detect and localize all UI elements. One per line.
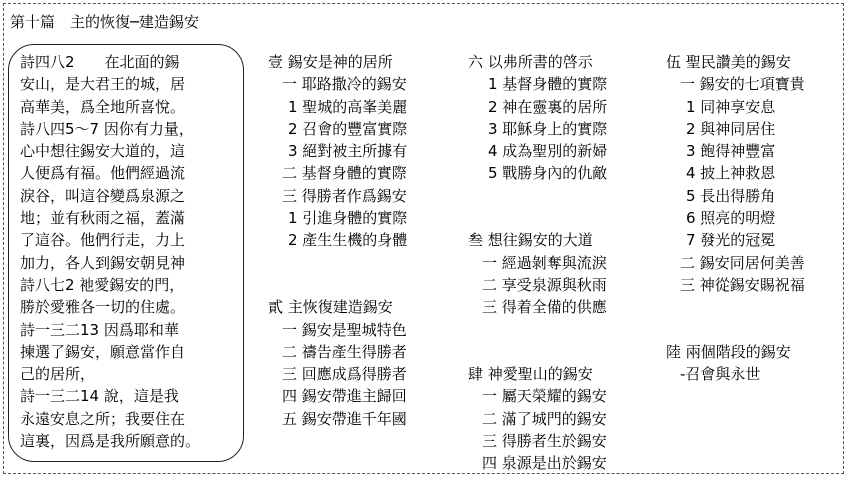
outline-subpoint: 1 引進身體的實際 — [288, 209, 408, 228]
verse-line: 加力，各人到錫安朝見神 — [20, 253, 186, 272]
verse-line: 了這谷。他們行走，力上 — [20, 231, 186, 250]
outline-point: 二 禱告產生得勝者 — [282, 342, 407, 361]
verse-line: 人便爲有福。他們經過流 — [20, 164, 186, 183]
outline-subpoint: 4 成為聖別的新婦 — [488, 142, 608, 161]
spacer — [468, 341, 607, 363]
verse-line: 勝於愛雅各一切的住處。 — [20, 298, 186, 317]
outline-point: 二 基督身體的實際 — [282, 164, 407, 183]
outline-point: 二 錫安同居何美善 — [680, 253, 805, 272]
outline-subpoint: 3 絕對被主所據有 — [288, 142, 408, 161]
outline-point: 三 回應成爲得勝者 — [282, 365, 407, 384]
outline-point: 二 享受泉源與秋雨 — [482, 275, 607, 294]
outline-point: 一 屬天榮耀的錫安 — [482, 387, 607, 406]
page-title: 第十篇 主的恢復─建造錫安 — [10, 13, 200, 31]
verse-text — [20, 51, 200, 452]
section-heading: 肆 神愛聖山的錫安 — [468, 365, 593, 384]
outline-subpoint: 1 同神享安息 — [686, 97, 776, 116]
outline-point: 三 得勝者生於錫安 — [482, 432, 607, 451]
spacer — [468, 207, 607, 229]
outline-point: 四 錫安帶進主歸回 — [282, 387, 407, 406]
verse-line: 安山，是大君王的城，居 — [20, 75, 186, 94]
verse-line: 高華美，爲全地所喜悅。 — [20, 97, 186, 116]
outline-point: 一 耶路撒冷的錫安 — [282, 75, 407, 94]
spacer — [268, 252, 407, 274]
spacer — [468, 185, 607, 207]
outline-point: 三 得勝者作爲錫安 — [282, 186, 407, 205]
verse-line: 心中想往錫安大道的，這 — [20, 142, 186, 161]
spacer — [666, 296, 805, 318]
verse-line: 詩八四5～7 因你有力量， — [20, 119, 194, 138]
verse-line: 詩一三二14 說，這是我 — [20, 387, 179, 406]
verse-line: 詩四八2 在北面的錫 — [20, 53, 180, 71]
verse-line: 詩一三二13 因爲耶和華 — [20, 320, 179, 339]
section-heading: 六 以弗所書的啓示 — [468, 53, 593, 71]
section-heading: 貳 主恢復建造錫安 — [268, 298, 393, 317]
verse-line: 這裏，因爲是我所願意的。 — [20, 432, 201, 451]
outline-point: 三 得着全備的供應 — [482, 298, 607, 317]
outline-subpoint: 7 發光的冠冕 — [686, 231, 776, 250]
outline-subpoint: 5 長出得勝角 — [686, 186, 776, 205]
outline-column-3 — [666, 51, 805, 385]
outline-point: 三 神從錫安賜祝福 — [680, 275, 805, 294]
outline-column-2 — [468, 51, 607, 475]
outline-point: 二 滿了城門的錫安 — [482, 409, 607, 428]
outline-subpoint: 1 基督身體的實際 — [488, 75, 608, 94]
verse-line: 淚谷，叫這谷變爲泉源之 — [20, 186, 186, 205]
section-heading: 壹 錫安是神的居所 — [268, 53, 393, 71]
outline-point: 一 錫安的七項寶貴 — [680, 75, 805, 94]
outline-subpoint: 6 照亮的明燈 — [686, 209, 776, 228]
verse-line: 永遠安息之所；我要住在 — [20, 409, 186, 428]
verse-line: 詩八七2 祂愛錫安的門， — [20, 275, 185, 294]
outline-subpoint: 3 飽得神豐富 — [686, 142, 776, 161]
outline-point: 一 錫安是聖城特色 — [282, 320, 407, 339]
outline-subpoint: 2 與神同居住 — [686, 119, 776, 138]
verse-line: 地；並有秋雨之福，蓋滿 — [20, 209, 186, 228]
outline-column-1 — [268, 51, 407, 430]
outline-subpoint: 2 召會的豐富實際 — [288, 119, 408, 138]
outline-subpoint: 1 聖城的高峯美麗 — [288, 97, 408, 116]
section-heading: 陸 兩個階段的錫安 — [666, 342, 791, 361]
outline-subpoint: 2 產生生機的身體 — [288, 231, 408, 250]
outline-point: -召會與永世 — [680, 365, 761, 384]
verse-line: 己的居所， — [20, 365, 96, 384]
spacer — [468, 319, 607, 341]
outline-subpoint: 5 戰勝身內的仇敵 — [488, 164, 608, 183]
outline-subpoint: 2 神在靈裏的居所 — [488, 97, 608, 116]
spacer — [268, 274, 407, 296]
section-heading: 伍 聖民讚美的錫安 — [666, 53, 791, 71]
outline-point: 一 經過剝奪與流淚 — [482, 253, 607, 272]
outline-point: 四 泉源是出於錫安 — [482, 454, 607, 473]
section-heading: 叁 想往錫安的大道 — [468, 231, 593, 250]
outline-point: 五 錫安帶進千年國 — [282, 409, 407, 428]
verse-line: 揀選了錫安，願意當作自 — [20, 342, 186, 361]
outline-subpoint: 4 披上神救恩 — [686, 164, 776, 183]
spacer — [666, 319, 805, 341]
outline-subpoint: 3 耶穌身上的實際 — [488, 119, 608, 138]
